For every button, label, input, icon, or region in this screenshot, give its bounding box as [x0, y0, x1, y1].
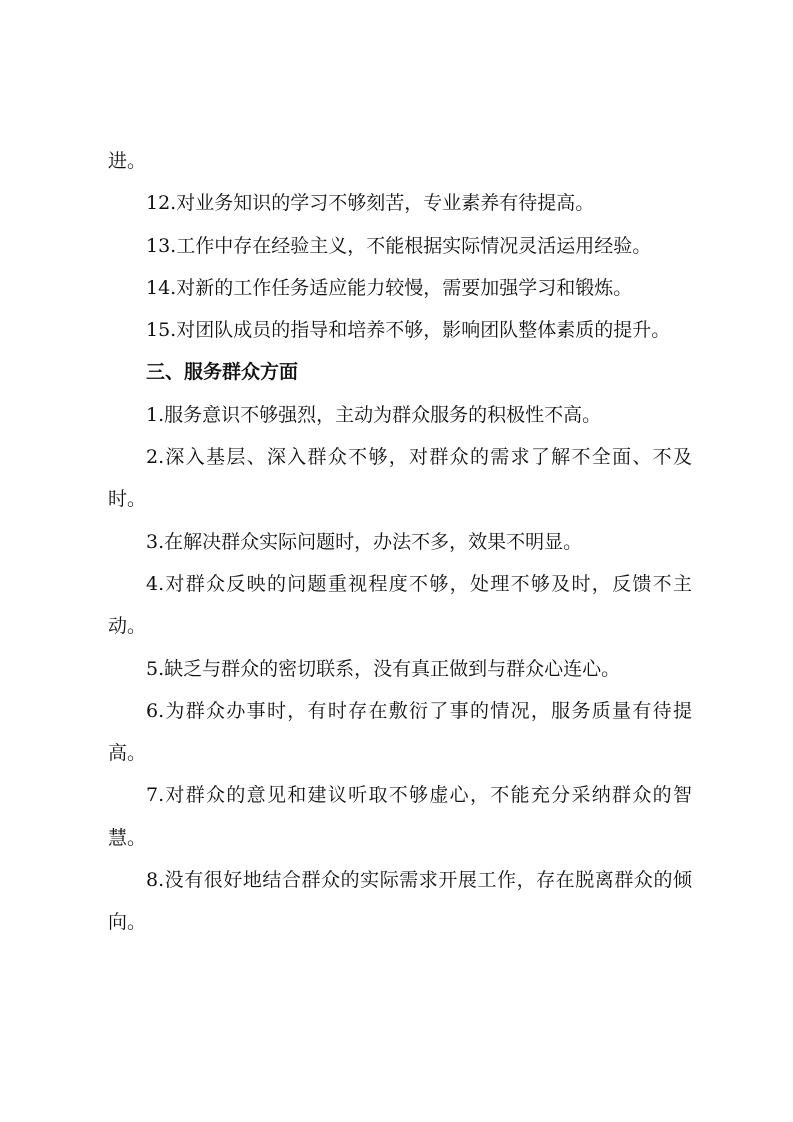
list-item: 13.工作中存在经验主义，不能根据实际情况灵活运用经验。 — [146, 234, 652, 257]
list-item: 15.对团队成员的指导和培养不够，影响团队整体素质的提升。 — [146, 319, 671, 342]
list-item: 14.对新的工作任务适应能力较慢，需要加强学习和锻炼。 — [146, 276, 633, 299]
list-item: 2.深入基层、深入群众不够，对群众的需求了解不全面、不及时。 — [108, 446, 692, 511]
paragraph-continuation: 进。 — [108, 150, 147, 172]
list-item: 3.在解决群众实际问题时，办法不多，效果不明显。 — [146, 530, 583, 553]
list-item: 1.服务意识不够强烈，主动为群众服务的积极性不高。 — [146, 403, 602, 426]
list-item: 7.对群众的意见和建议听取不够虚心，不能充分采纳群众的智慧。 — [108, 784, 692, 849]
section-heading: 三、服务群众方面 — [146, 361, 299, 384]
list-item: 6.为群众办事时，有时存在敷衍了事的情况，服务质量有待提高。 — [108, 699, 692, 765]
list-item: 12.对业务知识的学习不够刻苦，专业素养有待提高。 — [146, 192, 595, 215]
document-body — [108, 140, 692, 944]
list-item: 4.对群众反映的问题重视程度不够，处理不够及时，反馈不主动。 — [108, 572, 692, 638]
list-item: 5.缺乏与群众的密切联系，没有真正做到与群众心连心。 — [146, 657, 621, 680]
list-item: 8.没有很好地结合群众的实际需求开展工作，存在脱离群众的倾向。 — [108, 869, 692, 934]
